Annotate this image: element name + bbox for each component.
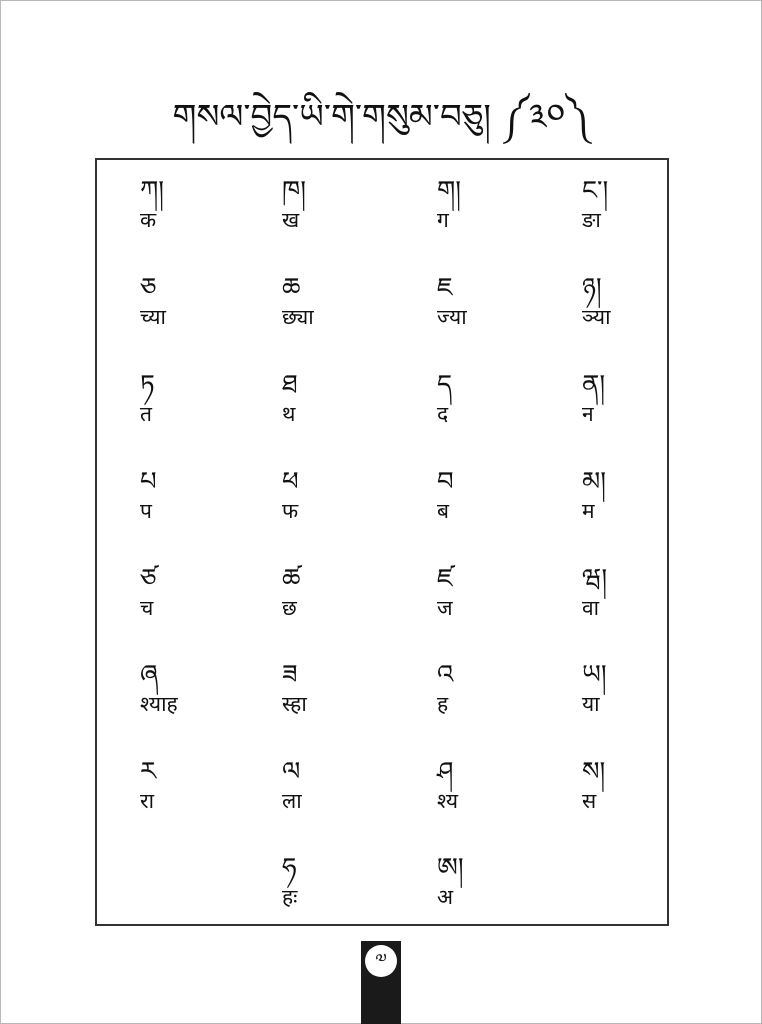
page-number-tab: [361, 941, 401, 1024]
devanagari-letter: ग: [437, 208, 449, 232]
letter-cell: [582, 564, 702, 622]
tibetan-letter: ག།: [437, 176, 462, 206]
devanagari-letter: द: [437, 402, 449, 426]
letter-cell: [282, 370, 402, 428]
letter-cell: [282, 467, 402, 525]
devanagari-letter: ह: [437, 692, 449, 716]
page-title: གསལ་བྱེད་ཡི་གེ་གསུམ་བཅུ། ༼༣༠༽: [172, 97, 590, 137]
letter-cell: [437, 660, 557, 718]
devanagari-letter: स: [582, 789, 597, 813]
letter-cell: [282, 564, 402, 622]
letter-cell: [582, 660, 702, 718]
devanagari-letter: प: [140, 499, 152, 523]
tibetan-letter: བ: [437, 467, 454, 497]
devanagari-letter: वा: [582, 596, 600, 620]
devanagari-letter: ला: [282, 789, 302, 813]
tibetan-letter: ལ: [282, 757, 301, 787]
tibetan-letter: ཙ: [140, 564, 157, 594]
letter-cell: [437, 467, 557, 525]
letter-cell: [282, 757, 402, 815]
devanagari-letter: छ: [282, 596, 297, 620]
devanagari-letter: या: [582, 692, 600, 716]
tibetan-letter: ཁ།: [282, 176, 306, 206]
devanagari-letter: हः: [282, 885, 298, 909]
letter-cell: [437, 757, 557, 815]
devanagari-letter: च: [140, 596, 154, 620]
devanagari-letter: न: [582, 402, 594, 426]
letter-cell: [140, 370, 260, 428]
tibetan-letter: ཞ: [140, 660, 159, 690]
devanagari-letter: रा: [140, 789, 155, 813]
letter-cell: [282, 853, 402, 911]
letter-cell: [437, 176, 557, 234]
tibetan-letter: ཉ།: [582, 273, 602, 303]
tibetan-letter: ཐ: [282, 370, 298, 400]
tibetan-letter: ཇ: [437, 273, 453, 303]
tibetan-letter: ཨ།: [437, 853, 464, 883]
letter-cell: [140, 176, 260, 234]
tibetan-letter: ད: [437, 370, 453, 400]
tibetan-letter: ཚ: [282, 564, 301, 594]
letter-cell: [140, 660, 260, 718]
devanagari-letter: ब: [437, 499, 449, 523]
devanagari-letter: ज: [437, 596, 453, 620]
devanagari-letter: ज्या: [437, 305, 467, 329]
devanagari-letter: श्याह: [140, 692, 178, 716]
letter-cell: [437, 273, 557, 331]
devanagari-letter: छ्या: [282, 305, 314, 329]
devanagari-letter: ख: [282, 208, 300, 232]
letter-cell: [437, 853, 557, 911]
devanagari-letter: ङा: [582, 208, 601, 232]
letter-cell: [582, 757, 702, 815]
tibetan-letter: ས།: [582, 757, 606, 787]
letter-cell: [140, 467, 260, 525]
tibetan-letter: ཛ: [437, 564, 453, 594]
tibetan-letter: ཧ: [282, 853, 297, 883]
devanagari-letter: क: [140, 208, 157, 232]
letter-cell: [582, 273, 702, 331]
letter-cell: [437, 564, 557, 622]
tibetan-letter: ང་།: [582, 176, 609, 206]
tibetan-letter: ཏ: [140, 370, 155, 400]
tibetan-letter: ཡ།: [582, 660, 607, 690]
devanagari-letter: फ: [282, 499, 299, 523]
tibetan-letter: འ: [437, 660, 454, 690]
devanagari-letter: च्या: [140, 305, 166, 329]
letter-cell: [582, 176, 702, 234]
letter-cell: [140, 564, 260, 622]
tibetan-letter: ཤ: [437, 757, 454, 787]
tibetan-letter: ཅ: [140, 273, 157, 303]
letter-cell: [282, 176, 402, 234]
letter-cell: [140, 273, 260, 331]
letter-cell: [437, 370, 557, 428]
tibetan-letter: ན།: [582, 370, 606, 400]
letter-cell: [282, 273, 402, 331]
tibetan-letter: ར: [140, 757, 157, 787]
tibetan-letter: མ།: [582, 467, 607, 497]
tibetan-letter: ཀ།: [140, 176, 165, 206]
devanagari-letter: श्य: [437, 789, 459, 813]
tibetan-letter: ཝ།: [582, 564, 608, 594]
devanagari-letter: अ: [437, 885, 454, 909]
tibetan-letter: ཆ: [282, 273, 301, 303]
tibetan-letter: ཟ: [282, 660, 298, 690]
devanagari-letter: म: [582, 499, 595, 523]
letter-cell: [140, 757, 260, 815]
devanagari-letter: थ: [282, 402, 296, 426]
letter-cell: [282, 660, 402, 718]
devanagari-letter: त: [140, 402, 152, 426]
tibetan-letter: པ: [140, 467, 157, 497]
page-number: ༧: [365, 945, 397, 977]
tibetan-letter: ཕ: [282, 467, 299, 497]
devanagari-letter: स्हा: [282, 692, 307, 716]
letter-cell: [582, 370, 702, 428]
letter-cell: [582, 467, 702, 525]
devanagari-letter: ञ्या: [582, 305, 611, 329]
